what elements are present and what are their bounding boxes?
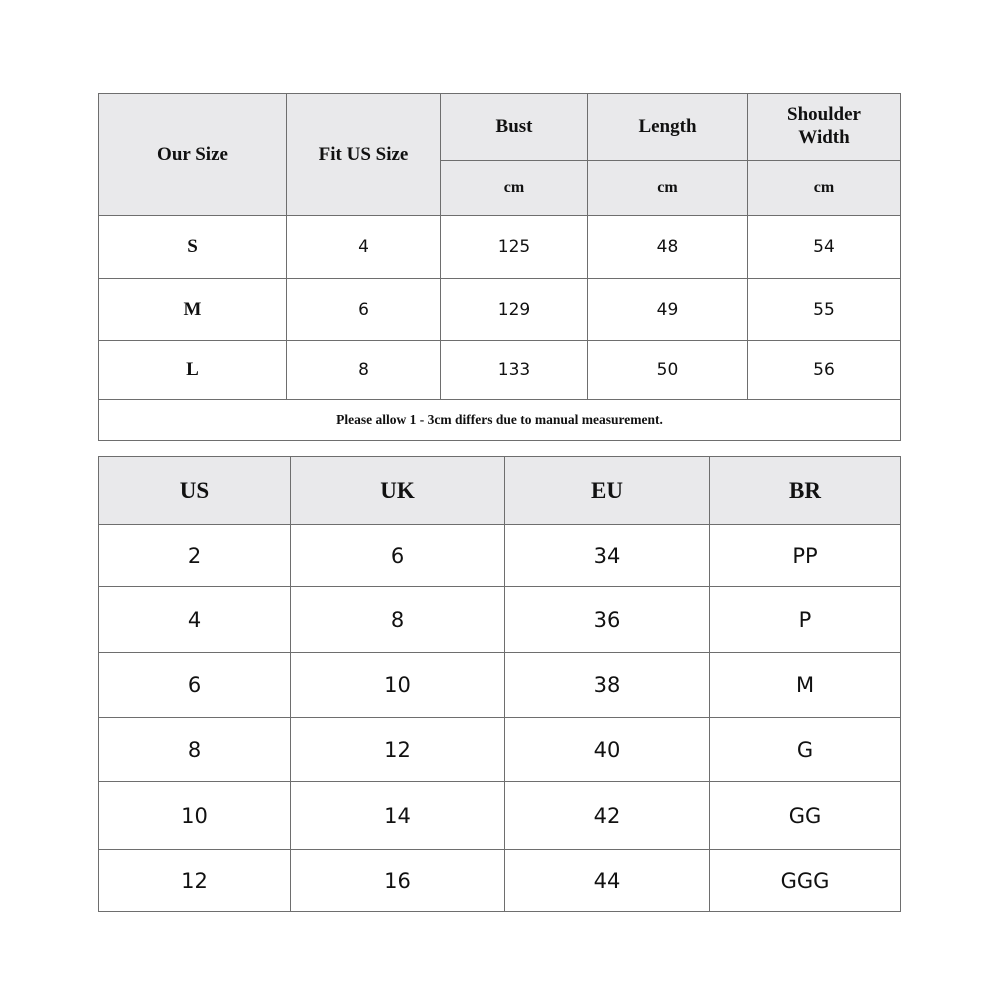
br-cell: P: [710, 587, 901, 653]
shoulder-cell: 55: [748, 279, 901, 341]
eu-cell: 40: [505, 718, 710, 782]
header-br: BR: [710, 457, 901, 525]
fit-us-cell: 4: [287, 216, 441, 279]
bust-cell: 133: [441, 341, 588, 400]
eu-cell: 38: [505, 653, 710, 718]
uk-cell: 6: [291, 525, 505, 587]
header-our-size: Our Size: [99, 94, 287, 216]
fit-us-cell: 6: [287, 279, 441, 341]
table-row: [99, 216, 901, 279]
us-cell: 4: [99, 587, 291, 653]
us-cell: 2: [99, 525, 291, 587]
length-cell: 49: [588, 279, 748, 341]
header-uk: UK: [291, 457, 505, 525]
header-length: Length: [588, 94, 748, 161]
table-row: [99, 525, 901, 587]
uk-cell: 16: [291, 850, 505, 912]
uk-cell: 14: [291, 782, 505, 850]
header-fit-us-size: Fit US Size: [287, 94, 441, 216]
unit-bust: cm: [441, 161, 588, 216]
shoulder-cell: 54: [748, 216, 901, 279]
bust-cell: 125: [441, 216, 588, 279]
header-eu: EU: [505, 457, 710, 525]
measurement-note: Please allow 1 - 3cm differs due to manual measurement.: [99, 400, 901, 441]
us-cell: 8: [99, 718, 291, 782]
br-cell: GG: [710, 782, 901, 850]
table-row: [99, 587, 901, 653]
table-row: [99, 341, 901, 400]
br-cell: M: [710, 653, 901, 718]
table-row: [99, 850, 901, 912]
us-cell: 10: [99, 782, 291, 850]
size-cell: S: [99, 216, 287, 279]
size-conversion-table: [98, 456, 901, 912]
eu-cell: 44: [505, 850, 710, 912]
bust-cell: 129: [441, 279, 588, 341]
uk-cell: 8: [291, 587, 505, 653]
table-row: [99, 653, 901, 718]
table-row: [99, 782, 901, 850]
header-us: US: [99, 457, 291, 525]
us-cell: 6: [99, 653, 291, 718]
header-bust: Bust: [441, 94, 588, 161]
table-row: [99, 279, 901, 341]
shoulder-cell: 56: [748, 341, 901, 400]
uk-cell: 10: [291, 653, 505, 718]
eu-cell: 34: [505, 525, 710, 587]
length-cell: 48: [588, 216, 748, 279]
fit-us-cell: 8: [287, 341, 441, 400]
size-cell: M: [99, 279, 287, 341]
br-cell: PP: [710, 525, 901, 587]
unit-length: cm: [588, 161, 748, 216]
br-cell: GGG: [710, 850, 901, 912]
br-cell: G: [710, 718, 901, 782]
unit-shoulder: cm: [748, 161, 901, 216]
size-measurement-table: [98, 93, 901, 441]
eu-cell: 42: [505, 782, 710, 850]
length-cell: 50: [588, 341, 748, 400]
uk-cell: 12: [291, 718, 505, 782]
size-cell: L: [99, 341, 287, 400]
header-shoulder-width: Shoulder Width: [748, 94, 901, 161]
us-cell: 12: [99, 850, 291, 912]
eu-cell: 36: [505, 587, 710, 653]
table-row: [99, 718, 901, 782]
